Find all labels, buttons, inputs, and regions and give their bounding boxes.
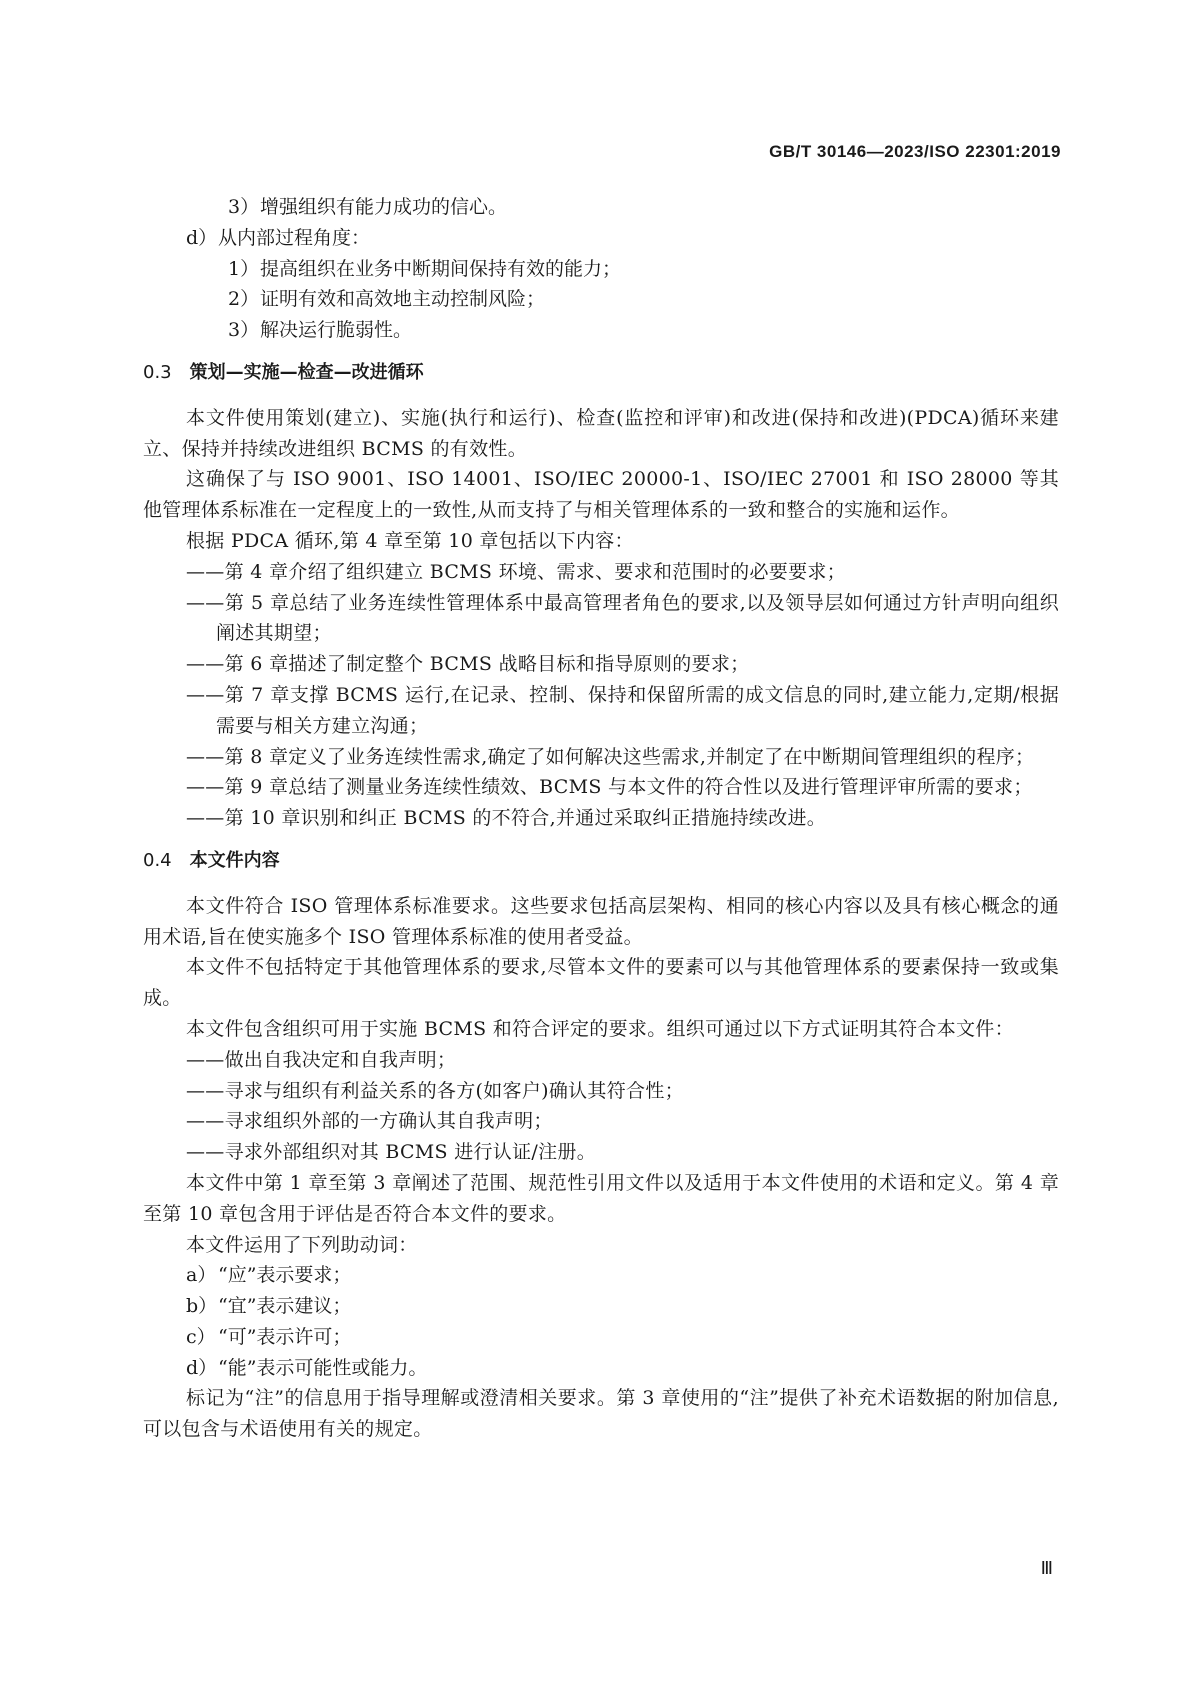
- list-item: a）“应”表示要求；: [186, 1264, 352, 1287]
- list-item: 3）解决运行脆弱性。: [228, 319, 413, 342]
- dash-item: ——做出自我决定和自我声明；: [186, 1048, 457, 1071]
- dash-item: ——第 8 章定义了业务连续性需求,确定了如何解决这些需求,并制定了在中断期间管理组织的程序；: [186, 745, 1035, 768]
- paragraph: 本文件不包括特定于其他管理体系的要求,尽管本文件的要素可以与其他管理体系的要素保持一致或集成。: [143, 956, 1059, 1010]
- dash-item: ——第 4 章介绍了组织建立 BCMS 环境、需求、要求和范围时的必要要求；: [186, 560, 846, 583]
- document-body: [143, 192, 1059, 1445]
- list-item: c） “可”表示许可；: [186, 1325, 352, 1348]
- dash-item: ——第 5 章总结了业务连续性管理体系中最高管理者角色的要求,以及领导层如何通过方针声明向组织阐述其期望；: [186, 591, 1059, 645]
- dash-item: ——寻求与组织有利益关系的各方(如客户)确认其符合性；: [186, 1079, 684, 1102]
- paragraph: 根据 PDCA 循环,第 4 章至第 10 章包括以下内容：: [186, 529, 634, 552]
- paragraph: 本文件中第 1 章至第 3 章阐述了范围、规范性引用文件以及适用于本文件使用的术语和定义。第 4 章至第 10 章包含用于评估是否符合本文件的要求。: [143, 1171, 1059, 1225]
- document-header-id: GB/T 30146—2023/ISO 22301:2019: [769, 142, 1061, 161]
- dash-item: ——第 9 章总结了测量业务连续性绩效、BCMS 与本文件的符合性以及进行管理评审所需的要求；: [186, 776, 1033, 799]
- dash-item: ——寻求外部组织对其 BCMS 进行认证/注册。: [186, 1141, 597, 1164]
- dash-item: ——第 6 章描述了制定整个 BCMS 战略目标和指导原则的要求；: [186, 653, 750, 676]
- paragraph: 本文件运用了下列助动词：: [186, 1233, 418, 1256]
- section-heading-0-3: 0.3 策划—实施—检查—改进循环: [143, 361, 424, 383]
- section-heading-0-4: 0.4 本文件内容: [143, 849, 280, 871]
- list-item: b）“宜”表示建议；: [186, 1295, 352, 1318]
- paragraph: 本文件符合 ISO 管理体系标准要求。这些要求包括高层架构、相同的核心内容以及具有核心概念的通用术语,旨在使实施多个 ISO 管理体系标准的使用者受益。: [143, 894, 1059, 948]
- paragraph: 这确保了与 ISO 9001、ISO 14001、ISO/IEC 20000-1、ISO/IEC 27001 和 ISO 28000 等其他管理体系标准在一定程度上的一致性,从而支持了与相关管理体系的一致和整合的实施和运作。: [143, 468, 1059, 522]
- paragraph: 本文件使用策划(建立)、实施(执行和运行)、检查(监控和评审)和改进(保持和改进)(PDCA)循环来建立、保持并持续改进组织 BCMS 的有效性。: [143, 406, 1059, 460]
- page-number: Ⅲ: [1040, 1558, 1053, 1578]
- list-item: 3）增强组织有能力成功的信心。: [228, 196, 508, 218]
- list-item: d）从内部过程角度：: [186, 226, 371, 249]
- paragraph: 本文件包含组织可用于实施 BCMS 和符合评定的要求。组织可通过以下方式证明其符合本文件：: [186, 1017, 1014, 1040]
- dash-item: ——寻求组织外部的一方确认其自我声明；: [186, 1110, 553, 1133]
- list-item: 1）提高组织在业务中断期间保持有效的能力；: [228, 257, 622, 280]
- dash-item: ——第 7 章支撑 BCMS 运行,在记录、控制、保持和保留所需的成文信息的同时,建立能力,定期/根据需要与相关方建立沟通；: [186, 683, 1059, 737]
- list-item: 2）证明有效和高效地主动控制风险；: [228, 288, 546, 311]
- paragraph: 标记为“注”的信息用于指导理解或澄清相关要求。第 3 章使用的“注”提供了补充术语数据的附加信息,可以包含与术语使用有关的规定。: [143, 1387, 1059, 1441]
- list-item: d）“能”表示可能性或能力。: [186, 1356, 428, 1379]
- dash-item: ——第 10 章识别和纠正 BCMS 的不符合,并通过采取纠正措施持续改进。: [186, 807, 827, 830]
